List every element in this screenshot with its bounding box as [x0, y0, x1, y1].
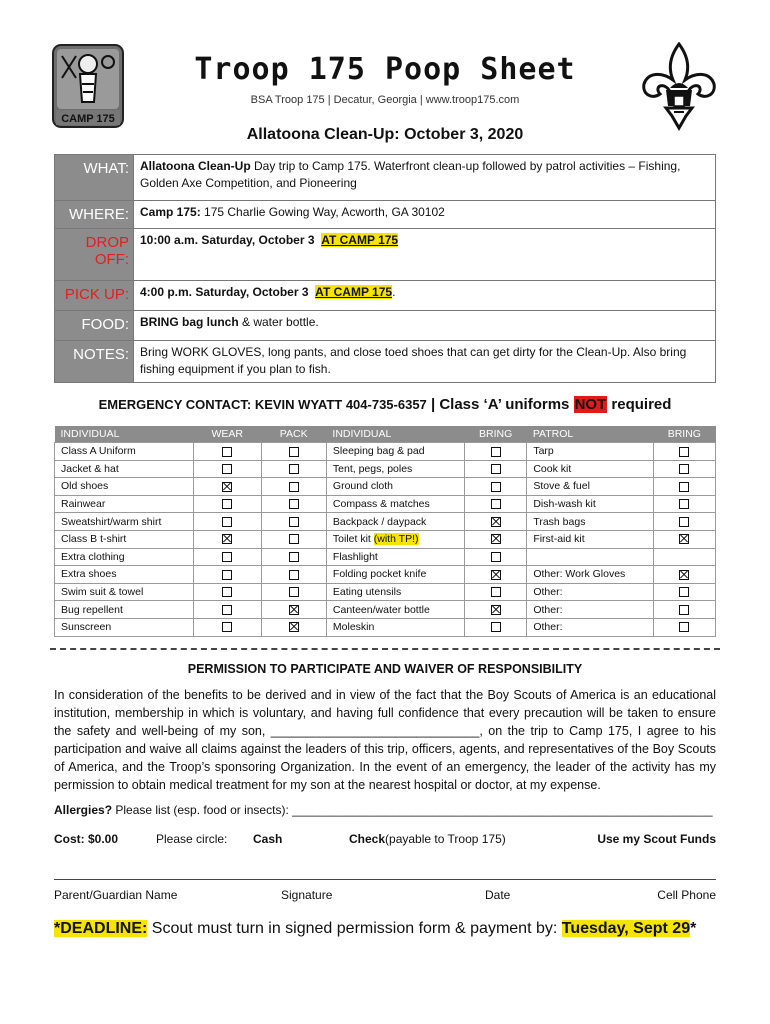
checkbox[interactable]	[679, 605, 689, 615]
cut-line	[50, 648, 720, 650]
checkbox[interactable]	[289, 534, 299, 544]
checkbox[interactable]	[679, 447, 689, 457]
gear-item: Rainwear	[55, 495, 194, 513]
col-individual: INDIVIDUAL	[55, 426, 194, 443]
checked-checkbox[interactable]	[491, 534, 501, 544]
uniform-note: Class ‘A’ uniforms	[439, 396, 574, 413]
checkbox[interactable]	[289, 587, 299, 597]
dropoff-bold: 10:00 a.m. Saturday, October 3	[140, 233, 315, 247]
gear-item: Eating utensils	[326, 583, 464, 601]
checked-checkbox[interactable]	[222, 482, 232, 492]
what-value	[134, 155, 716, 201]
gear-item: Other:	[527, 618, 653, 636]
what-text: Day trip to Camp 175. Waterfront clean-up followed by patrol activities – Fishing, Golden Axe Competition, and Pioneering	[140, 159, 681, 190]
where-bold: Camp 175:	[140, 205, 201, 219]
table-row	[55, 548, 716, 566]
gear-item: Jacket & hat	[55, 460, 194, 478]
table-row	[55, 460, 716, 478]
emergency-contact: EMERGENCY CONTACT: KEVIN WYATT 404-735-6357 | Class ‘A’ uniforms NOT required	[98, 396, 672, 413]
gear-item: Stove & fuel	[527, 478, 653, 496]
checkbox[interactable]	[679, 517, 689, 527]
event-info-table	[54, 154, 716, 383]
checked-checkbox[interactable]	[491, 605, 501, 615]
col-individual-2: INDIVIDUAL	[326, 426, 464, 443]
gear-checklist-table	[54, 426, 716, 637]
gear-item: Sunscreen	[55, 618, 194, 636]
col-bring: BRING	[465, 426, 527, 443]
checkbox[interactable]	[491, 552, 501, 562]
food-bold: BRING bag lunch	[140, 315, 239, 329]
what-label: WHAT:	[55, 155, 134, 201]
checked-checkbox[interactable]	[491, 570, 501, 580]
checkbox[interactable]	[679, 587, 689, 597]
checkbox[interactable]	[289, 499, 299, 509]
gear-item: Ground cloth	[326, 478, 464, 496]
gear-item: Other: Work Gloves	[527, 566, 653, 584]
table-row	[55, 495, 716, 513]
table-row	[55, 566, 716, 584]
checkbox[interactable]	[679, 622, 689, 632]
cash-option[interactable]: Cash	[253, 832, 283, 846]
cost-label: Cost: $0.00	[54, 832, 119, 846]
allergies-label: Allergies?	[54, 803, 113, 817]
pickup-value: 4:00 p.m. Saturday, October 3 AT CAMP 175.	[134, 281, 716, 311]
checkbox[interactable]	[289, 552, 299, 562]
checkbox[interactable]	[679, 464, 689, 474]
pickup-label: PICK UP:	[55, 281, 134, 311]
gear-item: Extra shoes	[55, 566, 194, 584]
gear-rows	[55, 443, 716, 637]
checkbox[interactable]	[222, 499, 232, 509]
checkbox[interactable]	[222, 447, 232, 457]
table-row	[55, 583, 716, 601]
checkbox[interactable]	[222, 622, 232, 632]
gear-item: Tent, pegs, poles	[326, 460, 464, 478]
checked-checkbox[interactable]	[679, 570, 689, 580]
checkbox[interactable]	[491, 622, 501, 632]
signature-line	[54, 879, 716, 880]
dropoff-value	[134, 229, 716, 281]
emergency-contact-text: EMERGENCY CONTACT: KEVIN WYATT 404-735-6357	[98, 397, 427, 412]
gear-item: Moleskin	[326, 618, 464, 636]
what-bold: Allatoona Clean-Up	[140, 159, 251, 173]
check-option[interactable]: Check (payable to Troop 175)	[349, 832, 506, 846]
signature-labels	[54, 888, 716, 904]
permission-title: PERMISSION TO PARTICIPATE AND WAIVER OF RESPONSIBILITY	[187, 662, 583, 676]
gear-item	[527, 548, 653, 566]
table-row	[55, 618, 716, 636]
checkbox[interactable]	[491, 499, 501, 509]
deadline-notice: *DEADLINE: Scout must turn in signed permission form & payment by: Tuesday, Sept 29*	[54, 920, 697, 937]
toilet-note: (with TP!)	[373, 533, 419, 546]
gear-item: Trash bags	[527, 513, 653, 531]
col-wear: WEAR	[194, 426, 262, 443]
table-row	[55, 530, 716, 548]
gear-item: Sweatshirt/warm shirt	[55, 513, 194, 531]
checked-checkbox[interactable]	[222, 534, 232, 544]
gear-item: Flashlight	[326, 548, 464, 566]
gear-item: Toilet kit (with TP!)	[326, 530, 464, 548]
gear-item: Extra clothing	[55, 548, 194, 566]
gear-item: Cook kit	[527, 460, 653, 478]
notes-label: NOTES:	[55, 341, 134, 383]
page-title: Troop 175 Poop Sheet	[194, 52, 576, 87]
checkbox[interactable]	[222, 464, 232, 474]
col-bring-2: BRING	[653, 426, 715, 443]
pickup-location: AT CAMP 175	[315, 285, 393, 299]
checkbox[interactable]	[491, 482, 501, 492]
checkbox[interactable]	[491, 447, 501, 457]
notes-value: Bring WORK GLOVES, long pants, and close toed shoes that can get dirty for the Clean-Up. Also bring fishing equipment if you plan to fish.	[134, 341, 716, 383]
food-value	[134, 311, 716, 341]
gear-item: Folding pocket knife	[326, 566, 464, 584]
gear-item: Tarp	[527, 443, 653, 461]
checked-checkbox[interactable]	[491, 517, 501, 527]
gear-item: Class B t-shirt	[55, 530, 194, 548]
checkbox[interactable]	[491, 587, 501, 597]
gear-item: Other:	[527, 601, 653, 619]
parent-name-label: Parent/Guardian Name	[54, 888, 178, 902]
gear-item: Compass & matches	[326, 495, 464, 513]
checkbox[interactable]	[222, 517, 232, 527]
dropoff-location: AT CAMP 175	[321, 233, 399, 247]
cost-row	[54, 832, 716, 848]
checkbox[interactable]	[679, 482, 689, 492]
gear-item: Canteen/water bottle	[326, 601, 464, 619]
checked-checkbox[interactable]	[679, 534, 689, 544]
deadline-date: Tuesday, Sept 29	[561, 920, 691, 937]
checkbox[interactable]	[222, 587, 232, 597]
where-label: WHERE:	[55, 201, 134, 229]
logo-text: CAMP 175	[61, 113, 115, 125]
waiver-paragraph: In consideration of the benefits to be derived and in view of the fact that the Boy Scouts of America is an educational institution, membership in which is voluntary, and having full confidence that every precaution will be taken to ensure the safety and well-being of my son, ______________________________, on the trip to Camp 175, I agree to his participation and waive all claims against the leaders of this trip, officers, agents, and representatives of the Boy Scouts of America, and the Troop’s sponsoring Organization. In the event of an emergency, the leader of the activity has my permission to obtain medical treatment for my son at the nearest hospital or doctor, at my expense.	[54, 688, 716, 792]
checkbox[interactable]	[289, 570, 299, 580]
dropoff-label: DROP OFF:	[55, 229, 134, 281]
table-row	[55, 601, 716, 619]
uniform-not: NOT	[574, 396, 607, 413]
gear-item: Bug repellent	[55, 601, 194, 619]
where-text: 175 Charlie Gowing Way, Acworth, GA 30102	[200, 205, 445, 219]
checkbox[interactable]	[222, 552, 232, 562]
checkbox[interactable]	[222, 570, 232, 580]
gear-item: Other:	[527, 583, 653, 601]
gear-item: Old shoes	[55, 478, 194, 496]
gear-item: Backpack / daypack	[326, 513, 464, 531]
table-row	[55, 443, 716, 461]
checkbox[interactable]	[289, 517, 299, 527]
cell-phone-label: Cell Phone	[657, 888, 716, 902]
table-row	[55, 478, 716, 496]
scout-funds-option[interactable]: Use my Scout Funds	[597, 832, 716, 846]
bsa-fleur-de-lis-logo	[640, 42, 718, 132]
checkbox[interactable]	[289, 464, 299, 474]
checkbox[interactable]	[289, 482, 299, 492]
checkbox[interactable]	[679, 499, 689, 509]
checkbox[interactable]	[222, 605, 232, 615]
where-value	[134, 201, 716, 229]
table-row	[55, 513, 716, 531]
checkbox[interactable]	[289, 447, 299, 457]
col-pack: PACK	[261, 426, 326, 443]
checked-checkbox[interactable]	[289, 605, 299, 615]
gear-item: Dish-wash kit	[527, 495, 653, 513]
deadline-label: *DEADLINE:	[54, 920, 148, 937]
food-text: & water bottle.	[238, 315, 319, 329]
gear-item: Class A Uniform	[55, 443, 194, 461]
allergies-field[interactable]	[54, 803, 716, 817]
deadline-text: Scout must turn in signed permission form & payment by:	[147, 920, 562, 937]
col-patrol: PATROL	[527, 426, 653, 443]
signature-label: Signature	[281, 888, 333, 902]
gear-item: First-aid kit	[527, 530, 653, 548]
gear-item: Sleeping bag & pad	[326, 443, 464, 461]
checkbox[interactable]	[491, 464, 501, 474]
date-label: Date	[485, 888, 511, 902]
food-label: FOOD:	[55, 311, 134, 341]
pickup-bold: 4:00 p.m. Saturday, October 3	[140, 285, 309, 299]
page-subtitle: BSA Troop 175 | Decatur, Georgia | www.troop175.com	[250, 94, 520, 106]
allergies-prompt: Please list (esp. food or insects): _______________________________________________________________	[112, 803, 713, 817]
event-title: Allatoona Clean-Up: October 3, 2020	[246, 126, 524, 143]
checked-checkbox[interactable]	[289, 622, 299, 632]
gear-item: Swim suit & towel	[55, 583, 194, 601]
please-circle: Please circle:	[156, 832, 228, 846]
